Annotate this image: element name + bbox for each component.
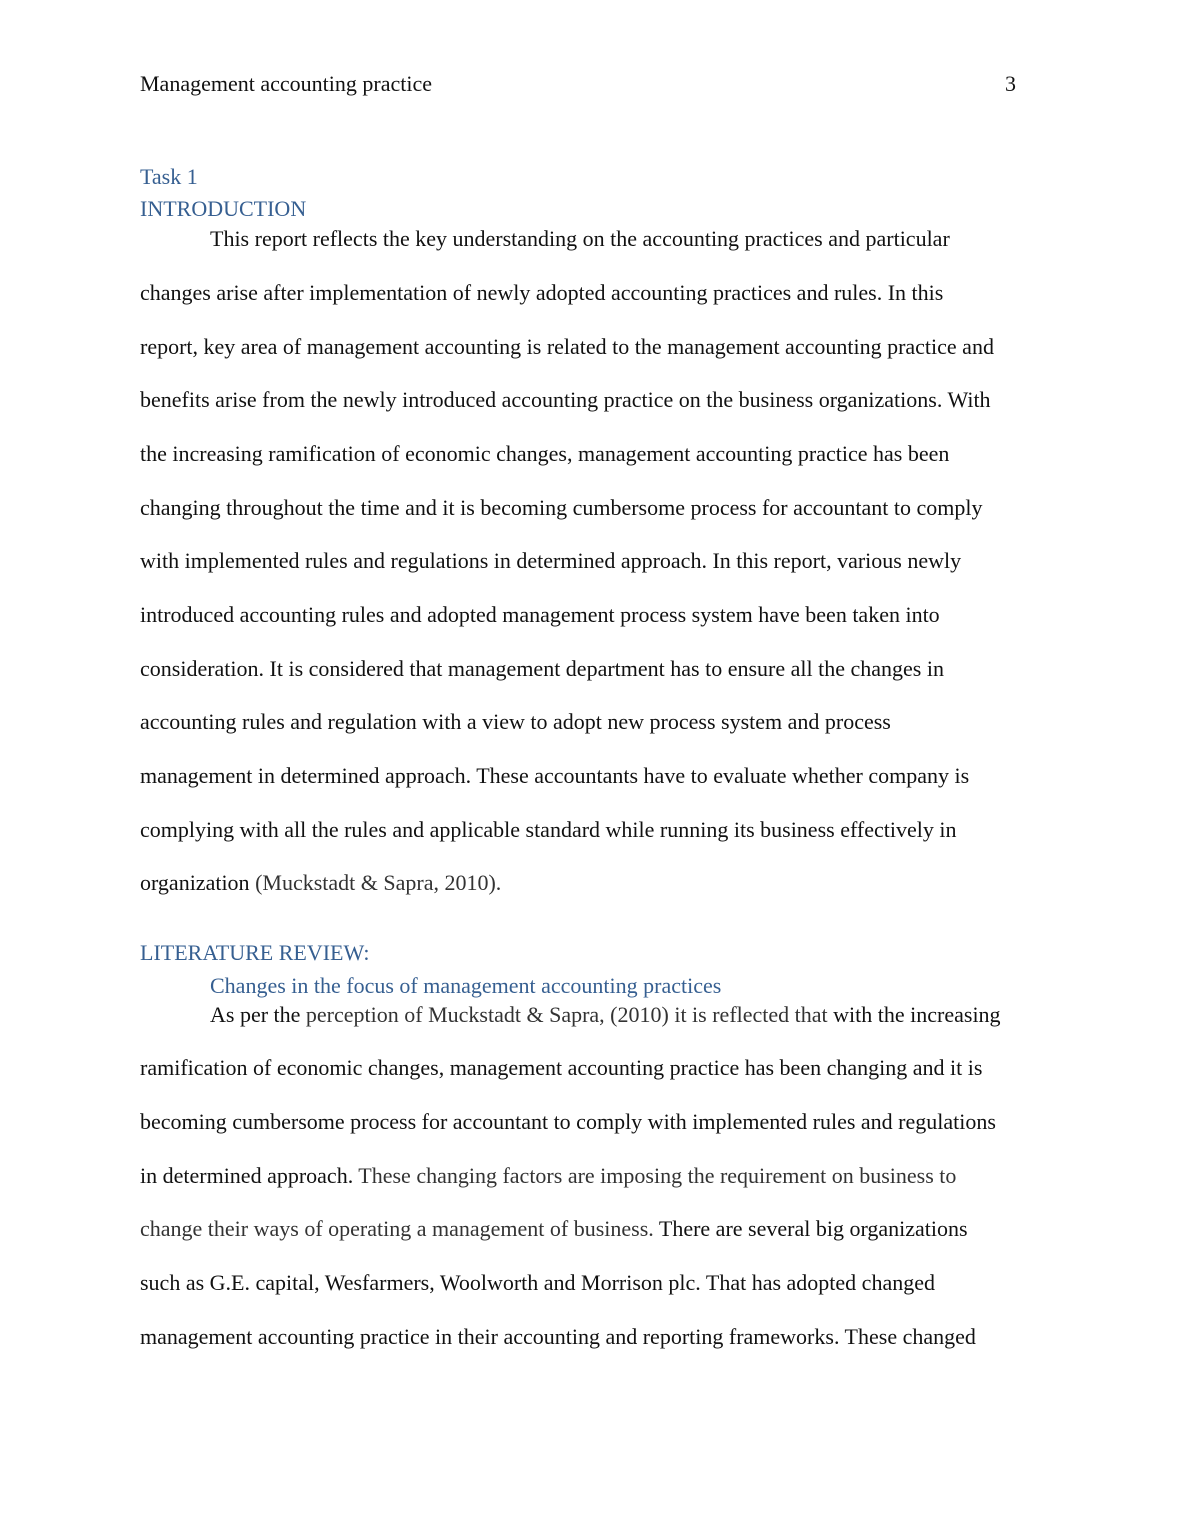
lit-line-1-start: As per the — [210, 1002, 306, 1027]
lit-line-1 — [210, 1001, 1001, 1029]
introduction-heading: INTRODUCTION — [140, 196, 307, 221]
intro-line-10: accounting rules and regulation with a view to adopt new process system and process — [140, 709, 891, 734]
lit-line-1-citation: perception of Muckstadt & Sapra, (2010) it is reflected that — [305, 1002, 828, 1027]
lit-line-6: such as G.E. capital, Wesfarmers, Woolworth and Morrison plc. That has adopted changed — [140, 1270, 935, 1295]
literature-review-heading: LITERATURE REVIEW: — [140, 940, 370, 965]
intro-line-9: consideration. It is considered that management department has to ensure all the changes in — [140, 656, 944, 681]
running-header-title: Management accounting practice — [140, 71, 432, 96]
intro-line-2: changes arise after implementation of newly adopted accounting practices and rules. In this — [140, 280, 944, 305]
lit-line-4 — [140, 1162, 956, 1190]
lit-line-5 — [140, 1215, 968, 1243]
intro-line-11: management in determined approach. These accountants have to evaluate whether company is — [140, 763, 970, 788]
task-heading: Task 1 — [140, 164, 198, 189]
intro-line-8: introduced accounting rules and adopted management process system have been taken into — [140, 602, 940, 627]
intro-line-13 — [140, 869, 501, 897]
literature-subheading: Changes in the focus of management accounting practices — [210, 973, 722, 998]
intro-line-6: changing throughout the time and it is becoming cumbersome process for accountant to comply — [140, 495, 983, 520]
intro-citation: (Muckstadt & Sapra, 2010). — [255, 870, 502, 895]
lit-line-7: management accounting practice in their accounting and reporting frameworks. These changed — [140, 1324, 976, 1349]
intro-line-7: with implemented rules and regulations in determined approach. In this report, various newly — [140, 548, 962, 573]
intro-last-line-text: organization — [140, 870, 256, 895]
lit-line-2: ramification of economic changes, management accounting practice has been changing and it is — [140, 1055, 983, 1080]
intro-line-12: complying with all the rules and applicable standard while running its business effectively in — [140, 817, 957, 842]
lit-line-1-end: with the increasing — [827, 1002, 1001, 1027]
intro-line-5: the increasing ramification of economic changes, management accounting practice has been — [140, 441, 950, 466]
intro-line-3: report, key area of management accounting is related to the management accounting practice and — [140, 334, 994, 359]
intro-line-1: This report reflects the key understanding on the accounting practices and particular — [210, 226, 950, 251]
lit-line-4-start: in determined approach. — [140, 1163, 359, 1188]
lit-line-5-quoted: change their ways of operating a management of business. — [140, 1216, 654, 1241]
intro-line-4: benefits arise from the newly introduced accounting practice on the business organizations. With — [140, 387, 991, 412]
lit-line-3: becoming cumbersome process for accountant to comply with implemented rules and regulations — [140, 1109, 996, 1134]
lit-line-5-end: There are several big organizations — [653, 1216, 968, 1241]
lit-line-4-quoted: These changing factors are imposing the requirement on business to — [358, 1163, 957, 1188]
page-number: 3 — [1005, 71, 1016, 96]
